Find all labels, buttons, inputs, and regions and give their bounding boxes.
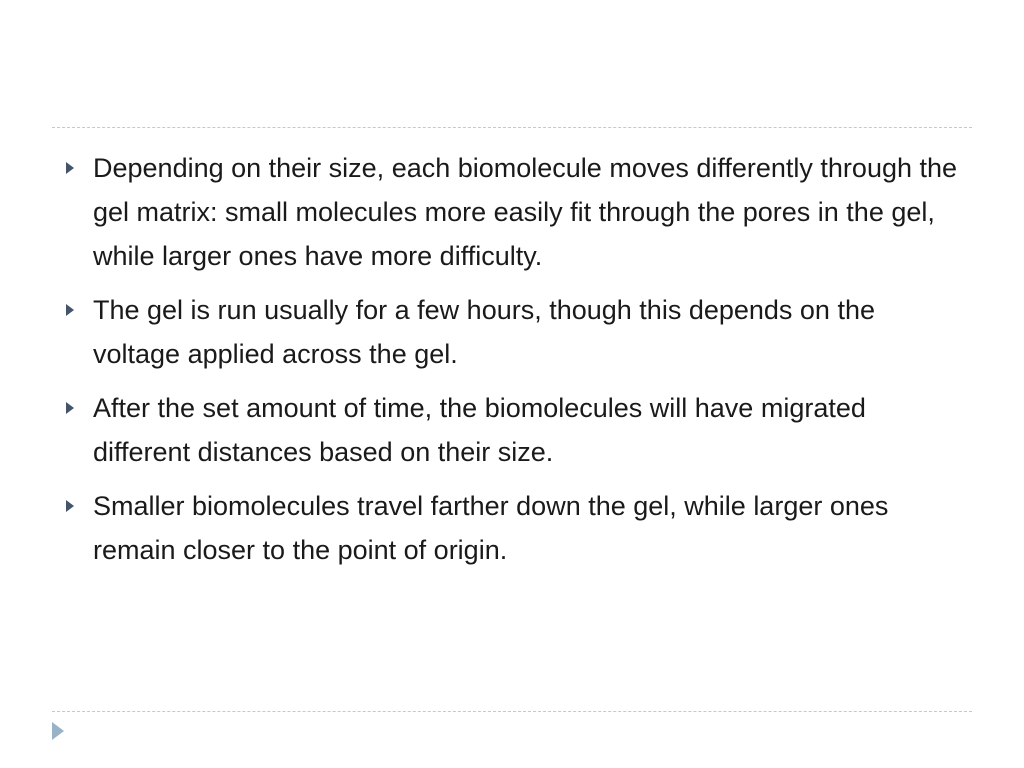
- bullet-text: After the set amount of time, the biomolecules will have migrated different distances based on their size.: [93, 393, 866, 467]
- triangle-right-icon: [52, 722, 64, 740]
- bullet-list: [62, 146, 962, 582]
- bullet-item: [62, 386, 962, 474]
- triangle-right-icon: [66, 402, 74, 414]
- triangle-right-icon: [66, 162, 74, 174]
- bullet-item: [62, 484, 962, 572]
- bullet-item: [62, 146, 962, 278]
- triangle-right-icon: [66, 304, 74, 316]
- bullet-text: Smaller biomolecules travel farther down the gel, while larger ones remain closer to the point of origin.: [93, 491, 889, 565]
- bullet-text: Depending on their size, each biomolecule moves differently through the gel matrix: small molecules more easily fit through the pores in the gel, while larger ones have more difficulty.: [93, 153, 958, 271]
- bullet-text: The gel is run usually for a few hours, though this depends on the voltage applied across the gel.: [93, 295, 875, 369]
- top-divider: [52, 127, 972, 128]
- bottom-divider: [52, 711, 972, 712]
- bullet-item: [62, 288, 962, 376]
- triangle-right-icon: [66, 500, 74, 512]
